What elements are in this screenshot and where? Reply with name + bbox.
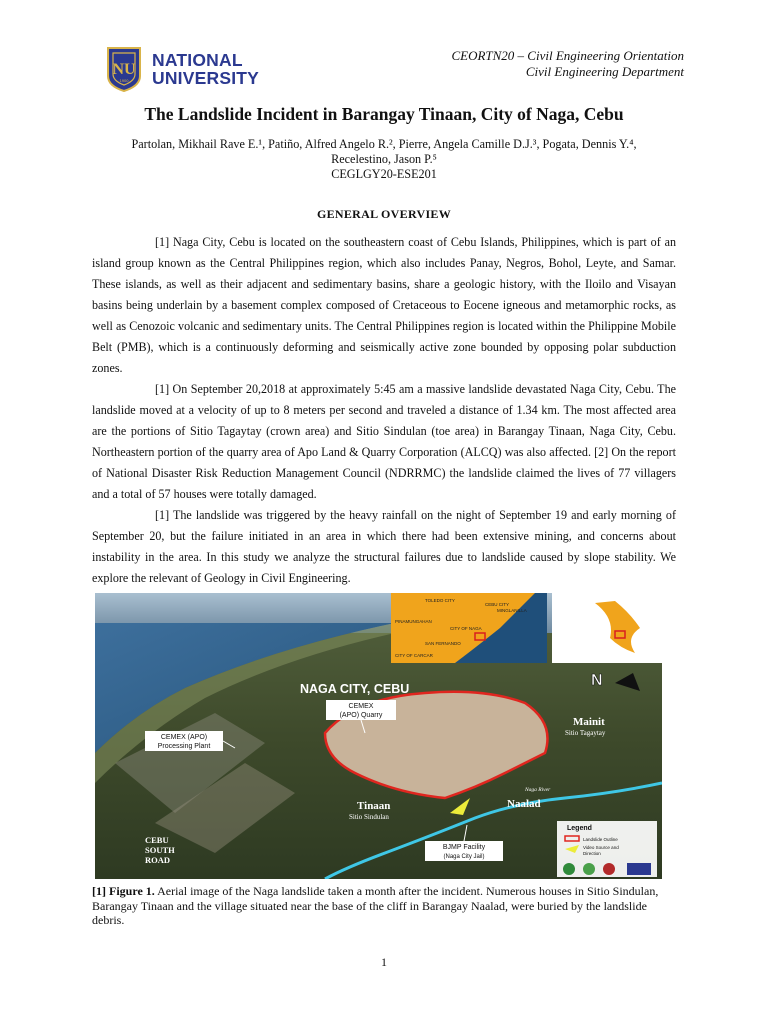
legend-item: Video Source and [583, 845, 619, 850]
road-label: CEBU [145, 835, 169, 845]
plant-label: Processing Plant [157, 743, 211, 750]
north-label: N [591, 672, 603, 689]
university-seal-icon [104, 46, 144, 92]
logo-line-1: NATIONAL [152, 50, 243, 70]
course-section: CEGLGY20-ESE201 [331, 167, 437, 181]
paper-title: The Landslide Incident in Barangay Tinaan, City of Naga, Cebu [144, 104, 624, 124]
inset-town-label: PINAMUNGAHAN [395, 619, 432, 624]
plant-label: CEMEX (APO) [160, 734, 208, 741]
legend-item: Direction [583, 851, 601, 856]
author-list [110, 137, 658, 182]
caption-text: Aerial image of the Naga landslide taken a month after the incident. Numerous houses in Sitio Sindulan, Barangay Tinaan and the village situated near the base of the cliff in Barangay Naalad, were buried by the landslide debris. [92, 884, 659, 927]
tinaan-label: Tinaan [357, 800, 391, 812]
river-label: Naga River [525, 787, 551, 793]
page-number: 1 [381, 955, 387, 969]
naalad-label: Naalad [507, 798, 541, 810]
mainit-label: Mainit [573, 716, 605, 728]
legend-item: Landslide Outline [583, 837, 618, 842]
svg-text:1900: 1900 [119, 78, 129, 83]
inset-town-label: SAN FERNANDO [425, 641, 461, 646]
authors-line-1: Partolan, Mikhail Rave E.¹, Patiño, Alfred Angelo R.², Pierre, Angela Camille D.J.³, Pogata, Dennis Y.⁴, [131, 137, 637, 151]
inset-town-label: TOLEDO CITY [425, 598, 455, 603]
university-logo [100, 38, 275, 100]
aerial-image-figure [95, 593, 662, 879]
body-text [92, 232, 676, 589]
authors-line-2: Recelestino, Jason P.⁵ [331, 152, 437, 166]
figure-caption [92, 884, 676, 928]
header-course-info [451, 48, 684, 80]
department-name: Civil Engineering Department [525, 64, 684, 79]
bjmp-label: (Naga City Jail) [443, 854, 485, 860]
map-title: NAGA CITY, CEBU [300, 682, 410, 696]
sindulan-label: Sitio Sindulan [349, 813, 389, 821]
road-label: SOUTH [145, 845, 175, 855]
quarry-label: CEMEX [348, 703, 374, 710]
inset-town-label: MINGLANILLA [497, 608, 527, 613]
paragraph: [1] On September 20,2018 at approximately 5:45 am a massive landslide devastated Naga City, Cebu. The landslide moved at a velocity of up to 8 meters per second and traveled a distance of 1.34 km. The most affected area are the portions of Sitio Tagaytay (crown area) and Sitio Sindulan (toe area) in Barangay Tinaan, Naga City, Cebu. Northeastern portion of the quarry area of Apo Land & Quarry Corporation (ALCQ) was also affected. [2] On the report of National Disaster Risk Reduction Management Council (NDRRMC) the landslide claimed the lives of 77 villagers and a total of 57 houses were totally damaged. [92, 382, 676, 501]
aerial-map-illustration [95, 593, 662, 879]
quarry-label: (APO) Quarry [339, 712, 383, 719]
logo-line-2: UNIVERSITY [152, 68, 260, 88]
tagaytay-label: Sitio Tagaytay [565, 729, 606, 737]
inset-town-label: CITY OF CARCAR [395, 653, 433, 658]
legend-title: Legend [567, 825, 592, 832]
road-label: ROAD [145, 855, 171, 865]
section-heading: GENERAL OVERVIEW [316, 207, 452, 221]
paragraph: [1] The landslide was triggered by the heavy rainfall on the night of September 19 and early morning of September 20, but the failure initiated in an area in which there had been extensive mining, and concerns about instability in the area. In this study we analyze the structural failures due to landslide caused by slope stability. We explore the relevant of Geology in Civil Engineering. [92, 508, 676, 585]
inset-town-label: CEBU CITY [485, 602, 510, 607]
course-name: CEORTN20 – Civil Engineering Orientation [451, 48, 684, 63]
svg-text:NU: NU [112, 61, 136, 78]
caption-label: [1] Figure 1. [92, 884, 155, 898]
bjmp-label: BJMP Facility [442, 844, 486, 851]
paragraph: [1] Naga City, Cebu is located on the southeastern coast of Cebu Islands, Philippines, which is part of an island group known as the Central Philippines region, which also includes Panay, Negros, Bohol, Leyte, and Samar. These islands, as well as their adjacent and sedimentary basins, share a geologic history, with the Iloilo and Visayan basins being underlain by a basement complex composed of Cretaceous to Eocene igneous and metamorphic rocks, as well as Cenozoic volcanic and sedimentary units. The Central Philippines region is located within the Philippine Mobile Belt (PMB), which is a continuously deforming and seismically active zone bounded by opposing polar subduction zones. [92, 235, 676, 375]
inset-town-label: CITY OF NAGA [450, 626, 482, 631]
